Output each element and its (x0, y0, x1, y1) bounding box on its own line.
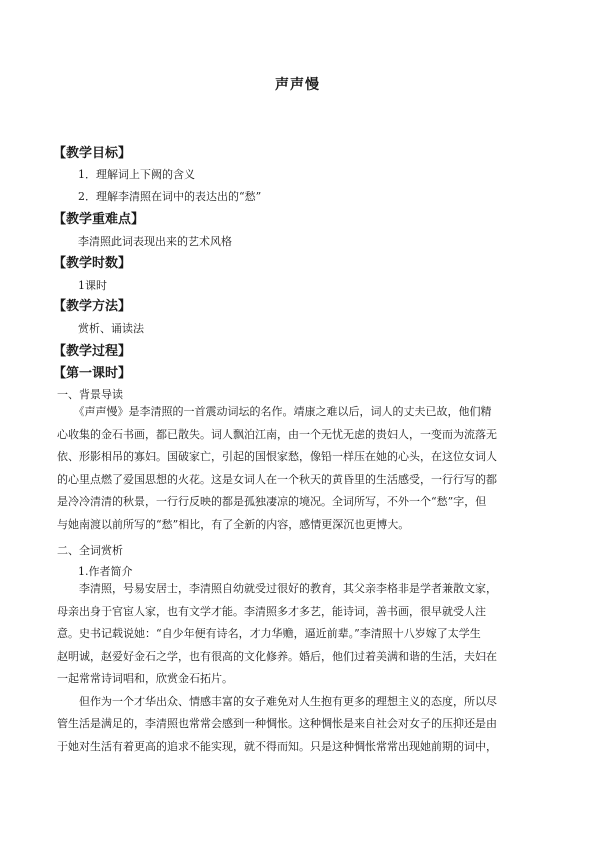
heading-lesson-one: 【第一课时】 (53, 366, 132, 381)
paragraph-line: 但作为一个才华出众、情感丰富的女子难免对人生抱有更多的理想主义的态度，所以尽 (57, 694, 497, 708)
paragraph-line: 心收集的金石书画，都已散失。词人飘泊江南，由一个无忧无虑的贵妇人，一变而为流落无 (57, 427, 497, 441)
paragraph-background (57, 401, 537, 536)
heading-teaching-hours: 【教学时数】 (53, 256, 132, 271)
heading-teaching-process: 【教学过程】 (53, 344, 132, 359)
goal-item-1: 1．理解词上下阙的含义 (78, 168, 195, 181)
heading-key-points: 【教学重难点】 (53, 212, 145, 227)
paragraph-line: 一起常常诗词唱和，欣赏金石拓片。 (57, 672, 233, 685)
paragraph-line: 赵明诚，赵爱好金石之学，也有很高的文化修养。婚后，他们过着美满和谐的生活，夫妇在 (57, 649, 497, 663)
paragraph-line: 李清照，号易安居士，李清照自幼就受过很好的教育，其父亲李格非是学者兼散文家， (57, 582, 497, 595)
paragraph-line: 与她南渡以前所写的“愁”相比，有了全新的内容，感情更深沉也更博大。 (57, 517, 410, 531)
teaching-hours-text: 1课时 (78, 279, 107, 292)
paragraph-line: 意。史书记载说她：“自少年便有诗名，才力华赡，逼近前辈。”李清照十八岁嫁了太学生 (57, 627, 481, 640)
subsection-author-intro: 1.作者简介 (78, 565, 133, 578)
paragraph-line: 《声声慢》是李清照的一首震动词坛的名作。靖康之难以后，词人的丈夫已故，他们精 (57, 405, 492, 418)
paragraph-author (57, 578, 537, 758)
paragraph-line: 依、形影相吊的寡妇。国破家亡，引起的国恨家愁，像铅一样压在她的心头，在这位女词人 (57, 450, 497, 463)
paragraph-line: 母亲出身于官宦人家，也有文学才能。李清照多才多艺，能诗词，善书画，很早就受人注 (57, 604, 486, 618)
teaching-method-text: 赏析、诵读法 (78, 322, 144, 335)
paragraph-line: 于她对生活有着更高的追求不能实现，就不得而知。只是这种惆怅常常出现她前期的词中， (57, 739, 497, 753)
paragraph-line: 管生活是满足的，李清照也常常会感到一种惆怅。这种惆怅是来自社会对女子的压抑还是由 (57, 717, 497, 730)
key-points-text: 李清照此词表现出来的艺术风格 (78, 235, 232, 248)
goal-item-2: 2．理解李清照在词中的表达出的“愁” (78, 190, 262, 203)
section-title-background: 一、背景导读 (57, 388, 123, 401)
heading-teaching-goals: 【教学目标】 (53, 146, 132, 161)
heading-teaching-method: 【教学方法】 (53, 299, 132, 314)
paragraph-line: 的心里点燃了爱国思想的火花。这是女词人在一个秋天的黄昏里的生活感受，一行行写的都 (57, 472, 497, 486)
page-title: 声声慢 (275, 77, 320, 93)
paragraph-line: 是冷冷清清的秋景，一行行反映的都是孤独凄凉的境况。全词所写，不外一个“愁”字，但 (57, 495, 487, 508)
section-title-appreciation: 二、全词赏析 (57, 544, 123, 557)
